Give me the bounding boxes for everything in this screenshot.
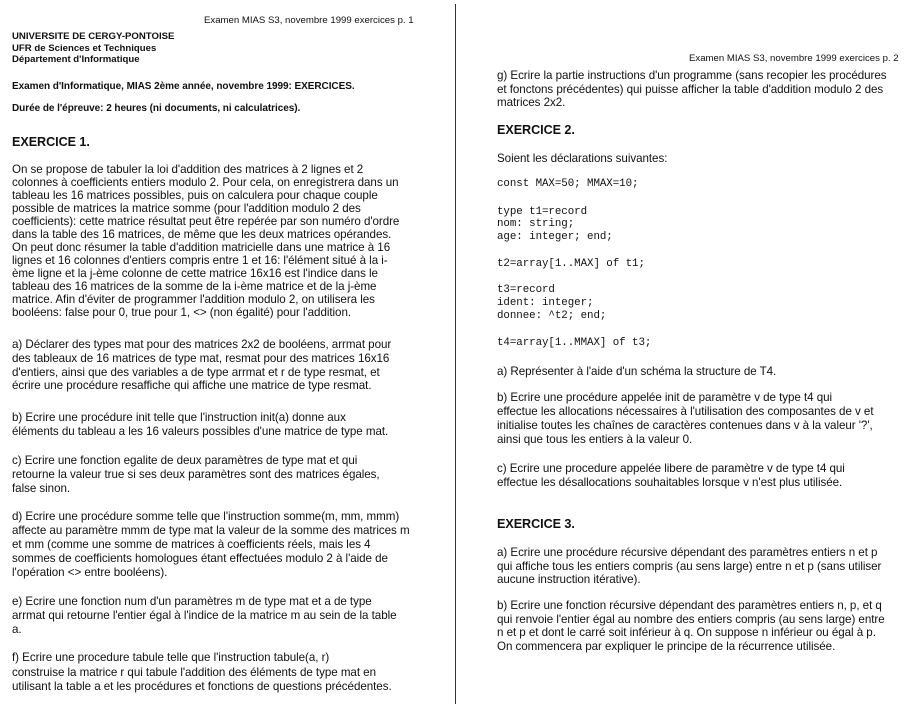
question-g-line: g) Ecrire la partie instructions d'un programme (sans recopier les procédures xyxy=(497,69,887,82)
question-g-line: matrices 2x2. xyxy=(497,96,566,109)
code-line: nom: string; xyxy=(497,218,575,230)
question-d-line: sommes de coefficients homologues étant effectuées modulo 2 à l'aide de xyxy=(12,552,388,565)
intro-line: colonnes à coefficients entiers modulo 2. Pour cela, on enregistrera dans un xyxy=(12,176,399,189)
exam-page-2 xyxy=(460,0,919,708)
exercise-2-question-c-line: effectue les désallocations souhaitables lorsque v n'est plus utilisée. xyxy=(497,476,843,489)
question-c-line: retourne la valeur true si ses deux paramètres sont des matrices égales, xyxy=(12,468,380,481)
intro-line: ème ligne et la j-ème colonne de cette matrice 16x16 est l'indice dans le xyxy=(12,267,378,280)
intro-line: possible de matrices la matrice somme (pour l'addition modulo 2 des xyxy=(12,202,361,215)
exercise-1-heading: EXERCICE 1. xyxy=(12,135,90,149)
code-line: ident: integer; xyxy=(497,297,594,309)
question-g-line: et fonctons précédentes) qui puisse afficher la table d'addition modulo 2 des xyxy=(497,82,884,96)
exercise-2-question-b-line: initialise toutes les chaînes de caractères contenues dans v à la valeur '?', xyxy=(497,419,873,432)
question-d-line: affecte au paramètre mmm de type mat la valeur de la somme des matrices m xyxy=(12,524,410,537)
university-name: UNIVERSITE DE CERGY-PONTOISE xyxy=(12,31,175,42)
exam-title: Examen d'Informatique, MIAS 2ème année, novembre 1999: EXERCICES. xyxy=(12,81,355,92)
question-a-line: d'entiers, ainsi que des variables a de type arrmat et r de type resmat, et xyxy=(12,365,380,379)
question-e-line: e) Ecrire une fonction num d'un paramètres m de type mat et a de type xyxy=(12,595,372,608)
intro-line: tableau des 16 matrices de la somme de la i-ème matrice et de la j-ème xyxy=(12,280,377,293)
question-d-line: d) Ecrire une procédure somme telle que l'instruction somme(m, mm, mmm) xyxy=(12,510,400,523)
code-line: t3=record xyxy=(497,284,555,296)
intro-line: booléens: false pour 0, true pour 1, <> (non égalité) pour l'addition. xyxy=(12,306,352,319)
question-d-line: et mm (comme une somme de matrices à coefficients réels, mais les 4 xyxy=(12,538,371,551)
question-f-line: f) Ecrire une procedure tabule telle que l'instruction tabule(a, r) xyxy=(12,651,330,664)
exercise-2-question-a: a) Représenter à l'aide d'un schéma la structure de T4. xyxy=(497,365,777,378)
code-line: t4=array[1..MMAX] of t3; xyxy=(497,337,652,349)
code-line: type t1=record xyxy=(497,206,588,218)
code-line: age: integer; end; xyxy=(497,231,613,243)
question-c-line: c) Ecrire une fonction egalite de deux paramètres de type mat et qui xyxy=(12,454,358,467)
question-b-line: b) Ecrire une procédure init telle que l'instruction init(a) donne aux xyxy=(12,411,346,424)
faculty-name: UFR de Sciences et Techniques xyxy=(12,42,157,54)
exercise-2-question-b-line: b) Ecrire une procédure appelée init de paramètre v de type t4 qui xyxy=(497,391,833,404)
exercise-3-question-a-line: qui affiche tous les entiers compris (au sens large) entre n et p (sans utiliser xyxy=(497,559,882,573)
intro-line: dans la table des 16 matrices, de même que les deux matrices opérandes. xyxy=(12,228,392,241)
code-line: const MAX=50; MMAX=10; xyxy=(497,178,639,190)
question-c-line: false sinon. xyxy=(12,482,71,495)
intro-line: On peut donc résumer la table d'addition matricielle dans une matrice à 16 xyxy=(12,241,391,254)
intro-line: coefficients): cette matrice résultat peut être repérée par son numéro d'ordre xyxy=(12,215,400,228)
question-a-line: écrire une procédure resaffiche qui affiche une matrice de type resmat. xyxy=(12,379,372,393)
exercise-3-question-b-line: qui renvoie l'entier égal au nombre des entiers compris (au sens large) entre xyxy=(497,612,885,626)
exercise-2-intro: Soient les déclarations suivantes: xyxy=(497,152,668,165)
exam-duration: Durée de l'épreuve: 2 heures (ni documents, ni calculatrices). xyxy=(12,103,301,114)
code-line: t2=array[1..MAX] of t1; xyxy=(497,258,645,270)
intro-line: tableau les 16 matrices possibles, puis on calculera pour chaque couple xyxy=(12,189,378,202)
exercise-2-question-c-line: c) Ecrire une procedure appelée libere de paramètre v de type t4 qui xyxy=(497,462,845,475)
question-f-line: utilisant la table a et les procédures et fonctions de questions précédentes. xyxy=(12,680,392,693)
question-a-line: a) Déclarer des types mat pour des matrices 2x2 de booléens, arrmat pour xyxy=(12,338,392,351)
intro-line: lignes et 16 colonnes d'entiers compris entre 1 et 16: l'élément situé à la i- xyxy=(12,254,388,267)
institution-block xyxy=(12,31,174,66)
question-e-line: arrmat qui retourne l'entier égal à l'indice de la matrice m au sein de la table xyxy=(12,609,397,622)
page-header: Examen MIAS S3, novembre 1999 exercices p. 1 xyxy=(204,15,414,26)
exam-page-1 xyxy=(0,0,452,708)
question-e-line: a. xyxy=(12,623,22,636)
page-divider xyxy=(455,4,456,704)
exercise-3-question-a-line: aucune instruction itérative). xyxy=(497,573,641,586)
exercise-2-heading: EXERCICE 2. xyxy=(497,123,575,137)
question-a-line: des tableaux de 16 matrices de type mat, resmat pour des matrices 16x16 xyxy=(12,351,390,365)
exercise-2-question-b-line: effectue les allocations nécessaires à l'utilisation des composantes de v et xyxy=(497,405,874,418)
question-f-line: construise la matrice r qui tabule l'addition des éléments de type mat en xyxy=(12,665,376,679)
intro-line: matrice. Afin d'éviter de programmer l'addition modulo 2, on utilisera les xyxy=(12,293,375,306)
exercise-3-question-b-line: On commencera par expliquer le principe de la récurrence utilisée. xyxy=(497,639,836,653)
exercise-3-question-b-line: n et p et dont le carré soit inférieur à q. On suppose n inférieur ou égal à p. xyxy=(497,626,876,639)
intro-line: On se propose de tabuler la loi d'addition des matrices à 2 lignes et 2 xyxy=(12,163,364,176)
exercise-2-question-b-line: ainsi que tous les entiers à la valeur 0. xyxy=(497,433,693,446)
exercise-3-question-a-line: a) Ecrire une procédure récursive dépendant des paramètres entiers n et p xyxy=(497,546,878,559)
question-b-line: éléments du tableau a les 16 valeurs possibles d'une matrice de type mat. xyxy=(12,425,389,438)
exercise-3-question-b-line: b) Ecrire une fonction récursive dépendant des paramètres entiers n, p, et q xyxy=(497,599,882,612)
question-d-line: l'opération <> entre booléens). xyxy=(12,566,168,579)
department-name: Département d'Informatique xyxy=(12,54,140,66)
page-header: Examen MIAS S3, novembre 1999 exercices p. 2 xyxy=(689,53,899,64)
exercise-3-heading: EXERCICE 3. xyxy=(497,517,575,531)
code-line: donnee: ^t2; end; xyxy=(497,310,607,322)
